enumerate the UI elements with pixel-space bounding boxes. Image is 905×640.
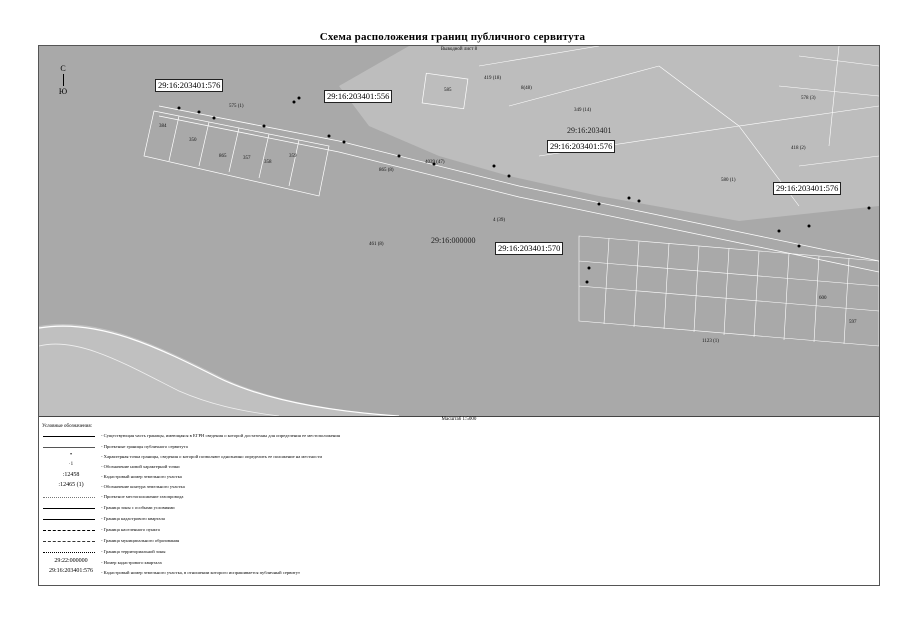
block-label-2: 29:16:000000 <box>431 236 476 245</box>
legend-row <box>41 452 877 462</box>
parcel-label: 580 (1) <box>721 178 736 183</box>
parcel-label: 358 <box>264 160 272 165</box>
legend-symbol-quarter-line <box>43 519 95 520</box>
parcel-label: 384 <box>159 124 167 129</box>
parcel-label: 349 (14) <box>574 108 592 113</box>
cadastral-label-4[interactable]: 29:16:203401:576 <box>773 182 841 195</box>
legend-text: - Обозначение контура земельного участка <box>101 484 185 489</box>
parcel-label: 359 <box>289 154 297 159</box>
legend-row <box>41 558 877 568</box>
legend-row <box>41 536 877 546</box>
parcel-label: 865 (8) <box>379 168 394 173</box>
legend-symbol-servitude-parcel: 29:16:203401:576 <box>48 568 93 574</box>
river-channel <box>39 324 399 416</box>
legend-row <box>41 431 877 441</box>
parcel-label: 418 (2) <box>791 146 806 151</box>
parcel-label: 585 <box>444 88 452 93</box>
legend-row <box>41 514 877 524</box>
legend-row <box>41 442 877 452</box>
sheet-label: Выводной лист 8 <box>440 47 478 52</box>
parcel-label: 357 <box>243 156 251 161</box>
map-area[interactable] <box>39 46 879 417</box>
parcel-label: 1123 (1) <box>702 339 719 344</box>
legend-row <box>41 472 877 482</box>
legend-symbol-new-point: ·1 <box>68 462 74 467</box>
legend-text: - Кадастровый номер земельного участка <box>101 474 182 479</box>
legend-symbol-project-line <box>43 447 95 448</box>
legend-symbol-municipal-line <box>43 541 95 542</box>
legend-symbol-territorial-line <box>43 552 95 553</box>
legend-text: - Обозначение новой характерной точки <box>101 464 180 469</box>
legend-symbol-settlement-line <box>43 530 95 531</box>
north-arrow <box>55 64 71 96</box>
legend-text: - Граница кадастрового квартала <box>101 516 165 521</box>
north-label: С <box>60 64 66 73</box>
parcel-label: 597 <box>849 320 857 325</box>
parcel-label: 350 <box>189 138 197 143</box>
parcel-label: 8(48) <box>521 86 532 91</box>
legend-text: - Характерная точка границы, сведения о которой позволяют однозначно определить ее положение на местности <box>101 454 322 459</box>
block-label-1: 29:16:203401 <box>567 126 612 135</box>
cadastral-label-3[interactable]: 29:16:203401:576 <box>547 140 615 153</box>
legend-row <box>41 462 877 472</box>
north-arrow-line <box>63 74 64 86</box>
legend-text: - Граница территориальной зоны <box>101 549 166 554</box>
page-title: Схема расположения границ публичного сервитута <box>319 31 586 43</box>
parcel-grid-right <box>579 236 879 346</box>
parcel-label: 865 <box>219 154 227 159</box>
legend-text: - Граница зоны с особыми условиями <box>101 505 175 510</box>
legend-symbol-contour: :12465 (1) <box>58 482 84 488</box>
parcel-label: 4039 (47) <box>425 160 445 165</box>
map-sheet <box>38 45 880 586</box>
legend-text: - Кадастровый номер земельного участка, в отношении которого испрашивается публичный сервитут <box>101 570 301 575</box>
legend-row <box>41 482 877 492</box>
legend-symbol-solid-line <box>43 436 95 437</box>
legend-row <box>41 568 877 578</box>
legend-symbol-zone-line <box>43 508 95 509</box>
legend-symbol-point: • <box>69 452 73 458</box>
cadastral-label-2[interactable]: 29:16:203401:556 <box>324 90 392 103</box>
legend-text: - Граница населенного пункта <box>101 527 160 532</box>
parcel-lines-left <box>144 111 329 196</box>
legend-symbol-parcel-number: :12458 <box>62 472 80 478</box>
legend-text: - Проектное местоположение газопровода <box>101 494 184 499</box>
cadastral-label-5[interactable]: 29:16:203401:570 <box>495 242 563 255</box>
map-scale: Масштаб 1:5000 <box>441 417 477 422</box>
legend-row <box>41 547 877 557</box>
legend-row <box>41 503 877 513</box>
parcel-label: 578 (3) <box>801 96 816 101</box>
legend-title: Условные обозначения: <box>42 424 93 429</box>
legend-text: - Граница муниципального образования <box>101 538 180 543</box>
parcel-label: 575 (1) <box>229 104 244 109</box>
legend-row <box>41 492 877 502</box>
legend-text: - Проектные границы публичного сервитута <box>101 444 188 449</box>
parcel-label: 419 (18) <box>484 76 502 81</box>
legend-text: - Существующая часть границы, имеющаяся в ЕГРН сведения о которой достаточны для определения ее местоположения <box>101 433 340 438</box>
legend-row <box>41 525 877 535</box>
legend-symbol-quarter-number: 29:22:000000 <box>54 558 88 564</box>
parcel-label: 4 (39) <box>493 218 506 223</box>
parcel-label: 600 <box>819 296 827 301</box>
cadastral-label-1[interactable]: 29:16:203401:576 <box>155 79 223 92</box>
map-graphics <box>39 46 879 416</box>
legend-symbol-gas-line <box>43 497 95 498</box>
parcel-label: 461 (8) <box>369 242 384 247</box>
legend-text: - Номер кадастрового квартала <box>101 560 162 565</box>
south-label: Ю <box>58 87 68 96</box>
legend <box>41 424 877 582</box>
